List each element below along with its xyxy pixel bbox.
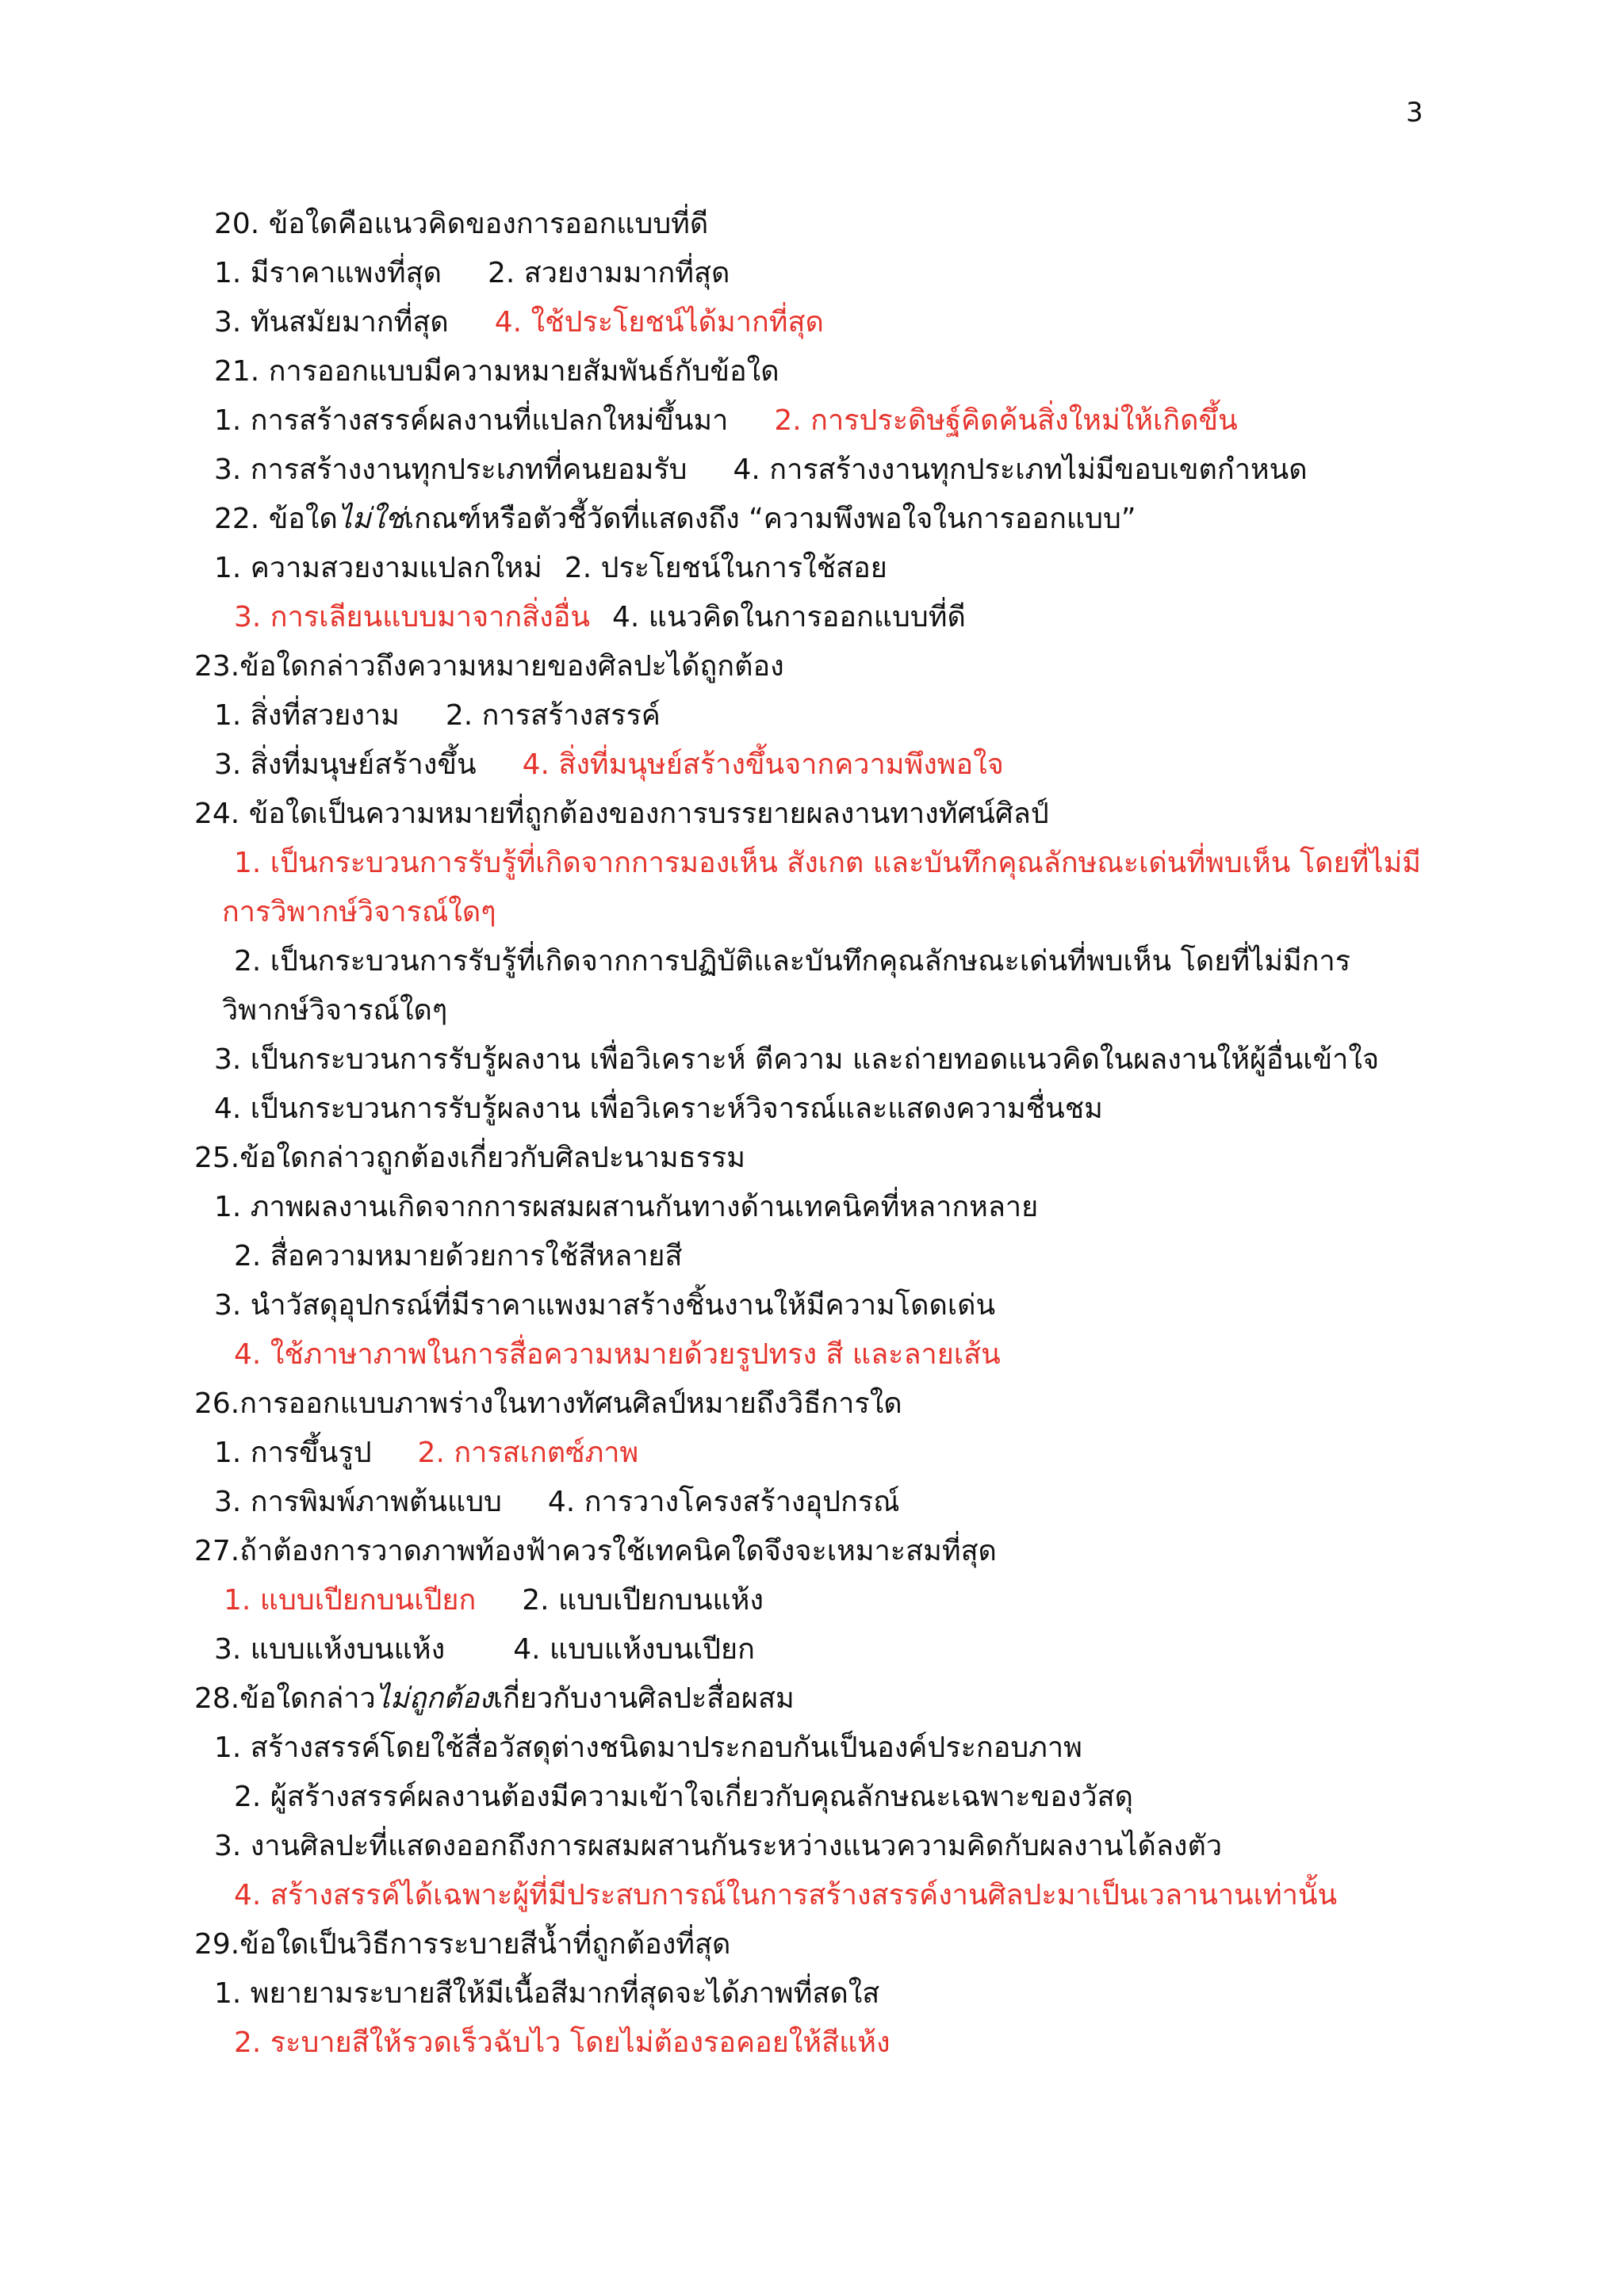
question-20-options-row-1 [214,249,730,298]
q20-option-1: 1. มีราคาแพงที่สุด [214,257,442,289]
question-28 [194,1674,795,1724]
question-22 [214,495,1136,544]
question-29: 29.ข้อใดเป็นวิธีการระบายสีน้ำที่ถูกต้องที่สุด [194,1928,731,1961]
q24-option-2-line-1: 2. เป็นกระบวนการรับรู้ที่เกิดจากการปฏิบัติและบันทึกคุณลักษณะเด่นที่พบเห็น โดยที่ไม่มีการ [234,945,1351,978]
q24-option-1-answer-line-2: การวิพากษ์วิจารณ์ใดๆ [222,896,496,928]
q22-text-pre: 22. ข้อใด [214,503,338,535]
q28-option-1: 1. สร้างสรรค์โดยใช้สื่อวัสดุต่างชนิดมาประกอบกันเป็นองค์ประกอบภาพ [214,1732,1082,1764]
q28-option-2: 2. ผู้สร้างสรรค์ผลงานต้องมีความเข้าใจเกี่ยวกับคุณลักษณะเฉพาะของวัสดุ [234,1781,1133,1813]
question-23-options-row-2 [214,740,1004,790]
q22-text-emphasis: ไม่ใช่ [337,503,404,535]
q21-option-1: 1. การสร้างสรรค์ผลงานที่แปลกใหม่ขึ้นมา [214,404,729,437]
question-27: 27.ถ้าต้องการวาดภาพท้องฟ้าควรใช้เทคนิคใดจึงจะเหมาะสมที่สุด [194,1535,997,1567]
question-26-options-row-2 [214,1478,900,1527]
q29-option-1: 1. พยายามระบายสีให้มีเนื้อสีมากที่สุดจะได้ภาพที่สดใส [214,1977,880,2010]
question-22-options-row-1 [214,544,887,593]
question-23-options-row-1 [214,691,661,740]
q22-text-post: เกณฑ์หรือตัวชี้วัดที่แสดงถึง “ความพึงพอใจในการออกแบบ” [404,503,1136,535]
question-20-options-row-2 [214,298,824,347]
q24-option-3: 3. เป็นกระบวนการรับรู้ผลงาน เพื่อวิเคราะห์ ตีความ และถ่ายทอดแนวคิดในผลงานให้ผู้อื่นเข้าใจ [214,1043,1380,1076]
question-21-options-row-1 [214,396,1238,446]
question-26: 26.การออกแบบภาพร่างในทางทัศนศิลป์หมายถึงวิธีการใด [194,1387,902,1420]
q21-option-4: 4. การสร้างงานทุกประเภทไม่มีขอบเขตกำหนด [733,453,1308,486]
question-22-options-row-2 [234,593,966,642]
q25-option-2: 2. สื่อความหมายด้วยการใช้สีหลายสี [234,1240,683,1272]
question-21-options-row-2 [214,446,1308,495]
q27-option-1-answer: 1. แบบเปียกบนเปียก [224,1584,477,1617]
q25-option-3: 3. นำวัสดุอุปกรณ์ที่มีราคาแพงมาสร้างชิ้นงานให้มีความโดดเด่น [214,1289,996,1322]
q28-text-emphasis: ไม่ถูกต้อง [375,1682,493,1715]
q22-option-2: 2. ประโยชน์ในการใช้สอย [564,552,887,584]
question-23: 23.ข้อใดกล่าวถึงความหมายของศิลปะได้ถูกต้อง [194,650,784,683]
q24-option-1-answer-line-1: 1. เป็นกระบวนการรับรู้ที่เกิดจากการมองเห็น สังเกต และบันทึกคุณลักษณะเด่นที่พบเห็น โดยที่ไม่มี [234,847,1421,879]
q23-option-1: 1. สิ่งที่สวยงาม [214,699,400,732]
q28-text-pre: 28.ข้อใดกล่าว [194,1682,376,1715]
q23-option-3: 3. สิ่งที่มนุษย์สร้างขึ้น [214,748,477,781]
question-27-options-row-2 [214,1625,755,1674]
q27-option-4: 4. แบบแห้งบนเปียก [513,1633,755,1666]
page-number: 3 [1406,97,1423,128]
q22-option-4: 4. แนวคิดในการออกแบบที่ดี [611,601,966,633]
q22-option-3-answer: 3. การเลียนแบบมาจากสิ่งอื่น [234,601,590,633]
question-25: 25.ข้อใดกล่าวถูกต้องเกี่ยวกับศิลปะนามธรรม [194,1142,745,1174]
question-20: 20. ข้อใดคือแนวคิดของการออกแบบที่ดี [214,208,709,240]
q26-option-4: 4. การวางโครงสร้างอุปกรณ์ [547,1486,900,1518]
question-21: 21. การออกแบบมีความหมายสัมพันธ์กับข้อใด [214,355,779,388]
question-26-options-row-1 [214,1429,638,1478]
q26-option-3: 3. การพิมพ์ภาพต้นแบบ [214,1486,502,1518]
q21-option-2-answer: 2. การประดิษฐ์คิดค้นสิ่งใหม่ให้เกิดขึ้น [774,404,1238,437]
q26-option-2-answer: 2. การสเกตซ์ภาพ [417,1437,639,1469]
q25-option-4-answer: 4. ใช้ภาษาภาพในการสื่อความหมายด้วยรูปทรง สี และลายเส้น [234,1338,1001,1371]
q22-option-1: 1. ความสวยงามแปลกใหม่ [214,552,542,584]
q25-option-1: 1. ภาพผลงานเกิดจากการผสมผสานกันทางด้านเทคนิคที่หลากหลาย [214,1191,1039,1223]
q24-option-2-line-2: วิพากษ์วิจารณ์ใดๆ [222,994,448,1027]
q20-option-2: 2. สวยงามมากที่สุด [487,257,730,289]
q20-option-4-answer: 4. ใช้ประโยชน์ได้มากที่สุด [494,306,824,339]
q26-option-1: 1. การขึ้นรูป [214,1437,372,1469]
q23-option-2: 2. การสร้างสรรค์ [445,699,661,732]
q20-option-3: 3. ทันสมัยมากที่สุด [214,306,449,339]
q27-option-2: 2. แบบเปียกบนแห้ง [522,1584,764,1617]
q23-option-4-answer: 4. สิ่งที่มนุษย์สร้างขึ้นจากความพึงพอใจ [522,748,1004,781]
q28-text-post: เกี่ยวกับงานศิลปะสื่อผสม [492,1682,795,1715]
q21-option-3: 3. การสร้างงานทุกประเภทที่คนยอมรับ [214,453,688,486]
q24-option-4: 4. เป็นกระบวนการรับรู้ผลงาน เพื่อวิเคราะห์วิจารณ์และแสดงความชื่นชม [214,1093,1103,1125]
q28-option-4-answer: 4. สร้างสรรค์ได้เฉพาะผู้ที่มีประสบการณ์ในการสร้างสรรค์งานศิลปะมาเป็นเวลานานเท่านั้น [234,1879,1338,1911]
question-27-options-row-1 [224,1576,764,1625]
q29-option-2-answer: 2. ระบายสีให้รวดเร็วฉับไว โดยไม่ต้องรอคอยให้สีแห้ง [234,2026,891,2059]
q27-option-3: 3. แบบแห้งบนแห้ง [214,1633,446,1666]
question-24: 24. ข้อใดเป็นความหมายที่ถูกต้องของการบรรยายผลงานทางทัศน์ศิลป์ [194,798,1049,830]
q28-option-3: 3. งานศิลปะที่แสดงออกถึงการผสมผสานกันระหว่างแนวความคิดกับผลงานได้ลงตัว [214,1830,1223,1862]
